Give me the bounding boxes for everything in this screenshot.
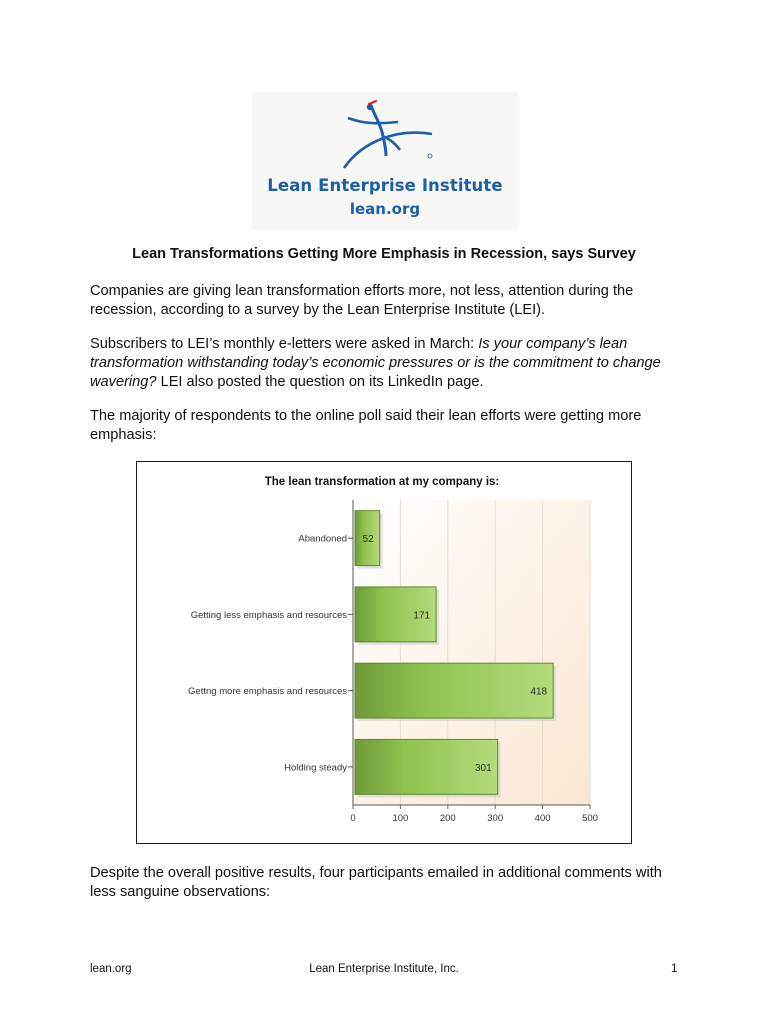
x-tick-label: 0 [350,813,356,824]
lean-figure-icon [336,98,436,174]
question-tail: LEI also posted the question on its LinkedIn page. [156,374,484,390]
paragraph-intro: Companies are giving lean transformation efforts more, not less, attention during the recession, according to a survey by the Lean Enterprise Institute (LEI). [90,283,634,318]
logo-org-name: Lean Enterprise Institute [267,176,503,195]
x-tick-label: 500 [582,813,598,824]
bar-value-label: 301 [474,762,492,774]
article-title: Lean Transformations Getting More Emphasis in Recession, says Survey [132,246,636,262]
paragraph-majority: The majority of respondents to the online poll said their lean efforts were getting more emphasis: [90,408,642,443]
bar [355,663,553,718]
footer-left: lean.org [90,963,132,975]
category-label: Getting less emphasis and resources [190,609,347,621]
category-label: Holding steady [284,762,347,774]
logo-url: lean.org [349,200,421,218]
bar-value-label: 418 [530,686,548,698]
lei-logo [252,92,518,230]
category-label: Gettng more emphasis and resources [188,686,347,698]
x-tick-label: 400 [534,813,551,824]
paragraph-survey-question [90,335,680,392]
question-lead: Subscribers to LEI’s monthly e-letters were asked in March: [90,336,479,352]
bar-value-label: 171 [413,610,431,622]
paragraph-despite: Despite the overall positive results, four participants emailed in additional comments with less sanguine observations: [90,865,662,900]
footer-center: Lean Enterprise Institute, Inc. [309,963,459,975]
bar-value-label: 52 [362,534,374,546]
x-tick-label: 300 [487,813,504,824]
chart-title: The lean transformation at my company is: [264,476,500,488]
survey-question: Is your company’s lean transformation withstanding today’s economic pressures or is the commitment to change wavering? [90,336,661,390]
x-tick-label: 100 [392,813,409,824]
survey-chart [136,461,632,844]
x-tick-label: 200 [439,813,456,824]
page-number: 1 [671,963,678,975]
category-label: Abandoned [298,533,347,545]
chart-canvas [137,462,630,842]
